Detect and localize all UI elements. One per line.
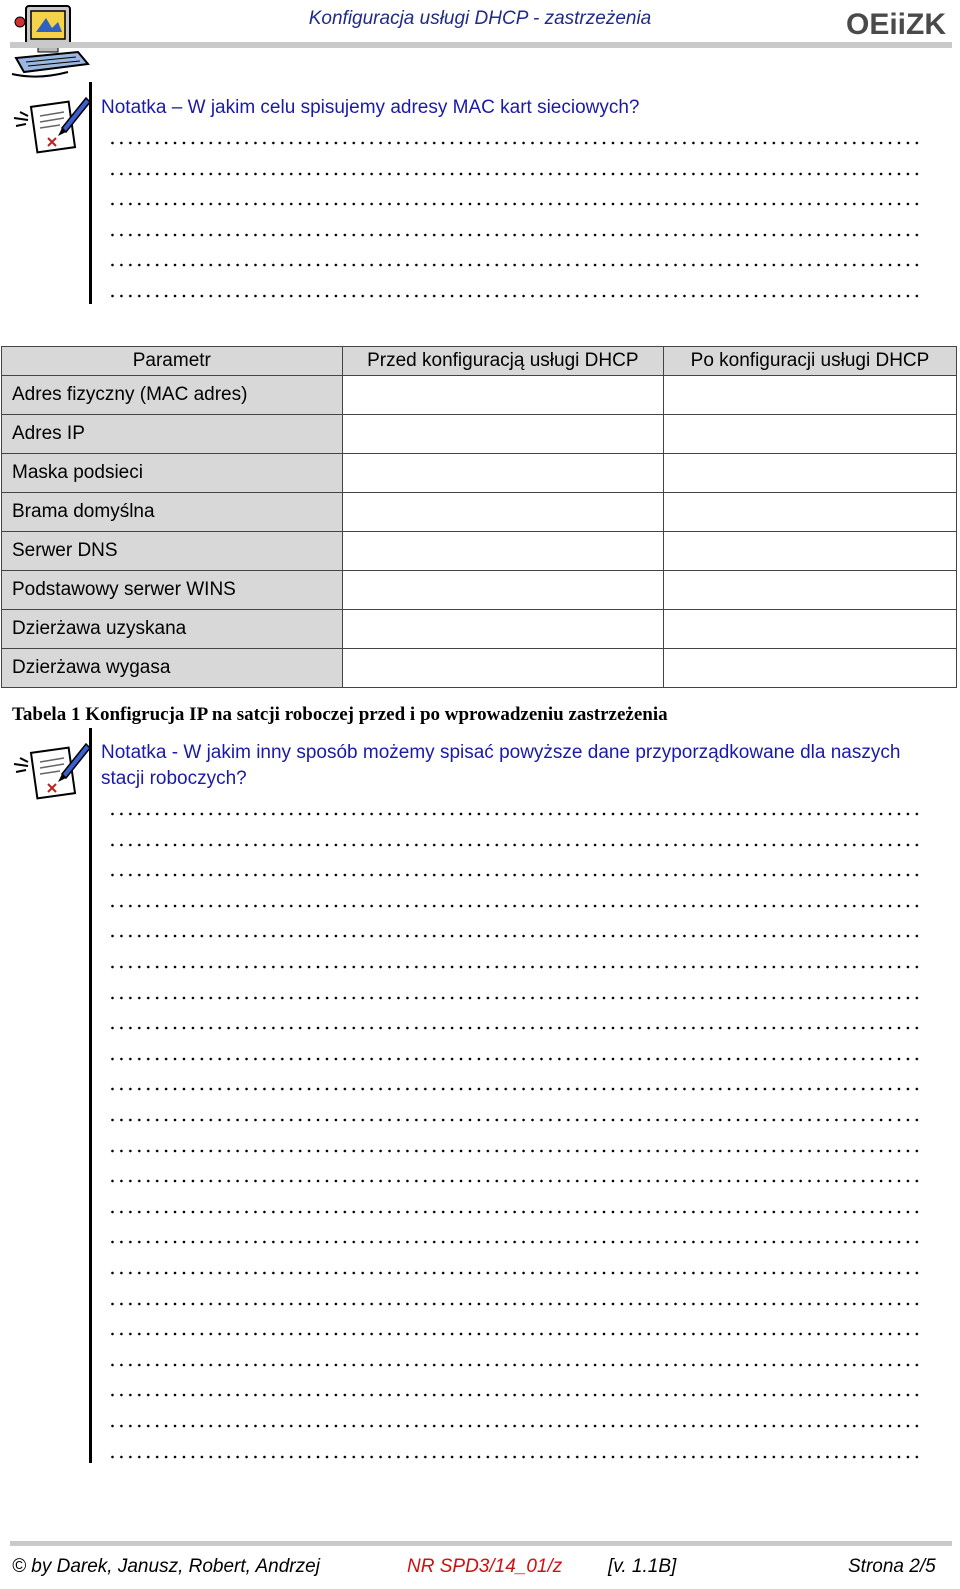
dotted-line [108, 843, 920, 847]
parameter-label: Brama domyślna [2, 493, 343, 532]
table-row [2, 454, 957, 493]
parameter-label: Adres fizyczny (MAC adres) [2, 376, 343, 415]
dotted-line [108, 873, 920, 877]
ip-config-table [1, 346, 957, 688]
footer-doc-number: NR SPD3/14_01/z [407, 1556, 563, 1577]
column-header: Po konfiguracji usługi DHCP [663, 347, 956, 376]
svg-text:OEiiZK: OEiiZK [846, 8, 947, 40]
before-value-cell [342, 610, 663, 649]
note-margin-bar [89, 82, 92, 304]
dotted-line [108, 1149, 920, 1153]
dotted-line [108, 1240, 920, 1244]
after-value-cell [663, 571, 956, 610]
dotted-line [108, 812, 920, 816]
after-value-cell [663, 649, 956, 688]
dotted-line [108, 996, 920, 1000]
table-caption: Tabela 1 Konfigrucja IP na satcji roboczej przed i po wprowadzeniu zastrzeżenia [12, 704, 668, 725]
dotted-line [108, 172, 920, 176]
after-value-cell [663, 610, 956, 649]
dotted-line [108, 1455, 920, 1459]
oeiizk-logo [842, 6, 950, 40]
before-value-cell [342, 532, 663, 571]
dotted-line [108, 1363, 920, 1367]
parameter-label: Maska podsieci [2, 454, 343, 493]
after-value-cell [663, 493, 956, 532]
table-row [2, 571, 957, 610]
note-title-line: Notatka - W jakim inny sposób możemy spisać powyższe dane przyporządkowane dla naszych [101, 742, 901, 763]
dotted-line [108, 233, 920, 237]
note-title-line: stacji roboczych? [101, 768, 247, 789]
column-header: Parametr [2, 347, 343, 376]
note-pencil-icon [12, 92, 92, 154]
after-value-cell [663, 532, 956, 571]
dotted-line [108, 965, 920, 969]
table-row [2, 415, 957, 454]
footer-divider [10, 1541, 952, 1546]
parameter-label: Serwer DNS [2, 532, 343, 571]
column-header: Przed konfiguracją usługi DHCP [342, 347, 663, 376]
table-row [2, 610, 957, 649]
parameter-label: Dzierżawa wygasa [2, 649, 343, 688]
dotted-line [108, 1057, 920, 1061]
before-value-cell [342, 454, 663, 493]
dotted-line [108, 141, 920, 145]
table-row [2, 376, 957, 415]
note-margin-bar [89, 728, 92, 1463]
dotted-line [108, 1302, 920, 1306]
dotted-line [108, 1210, 920, 1214]
dotted-line [108, 1026, 920, 1030]
note-question-title: Notatka – W jakim celu spisujemy adresy MAC kart sieciowych? [101, 97, 640, 118]
note-pencil-icon [12, 738, 92, 800]
before-value-cell [342, 571, 663, 610]
footer-version: [v. 1.1B] [608, 1556, 677, 1577]
table-row [2, 532, 957, 571]
dotted-line [108, 1424, 920, 1428]
dotted-line [108, 934, 920, 938]
before-value-cell [342, 649, 663, 688]
header-divider [10, 42, 952, 48]
parameter-label: Dzierżawa uzyskana [2, 610, 343, 649]
page-header-title: Konfiguracja usługi DHCP - zastrzeżenia [308, 8, 652, 29]
after-value-cell [663, 415, 956, 454]
dotted-line [108, 263, 920, 267]
note-question-title [101, 740, 900, 792]
dotted-line [108, 904, 920, 908]
footer-page-number: Strona 2/5 [848, 1556, 936, 1577]
dotted-line [108, 1271, 920, 1275]
dotted-line [108, 1118, 920, 1122]
before-value-cell [342, 376, 663, 415]
dotted-line [108, 294, 920, 298]
before-value-cell [342, 493, 663, 532]
before-value-cell [342, 415, 663, 454]
dotted-line [108, 1179, 920, 1183]
parameter-label: Podstawowy serwer WINS [2, 571, 343, 610]
table-header-row [2, 347, 957, 376]
footer-authors: © by Darek, Janusz, Robert, Andrzej [12, 1556, 320, 1577]
dotted-line [108, 1332, 920, 1336]
parameter-label: Adres IP [2, 415, 343, 454]
dotted-line [108, 1393, 920, 1397]
dotted-line [108, 202, 920, 206]
after-value-cell [663, 376, 956, 415]
table-row [2, 493, 957, 532]
after-value-cell [663, 454, 956, 493]
table-row [2, 649, 957, 688]
dotted-line [108, 1087, 920, 1091]
